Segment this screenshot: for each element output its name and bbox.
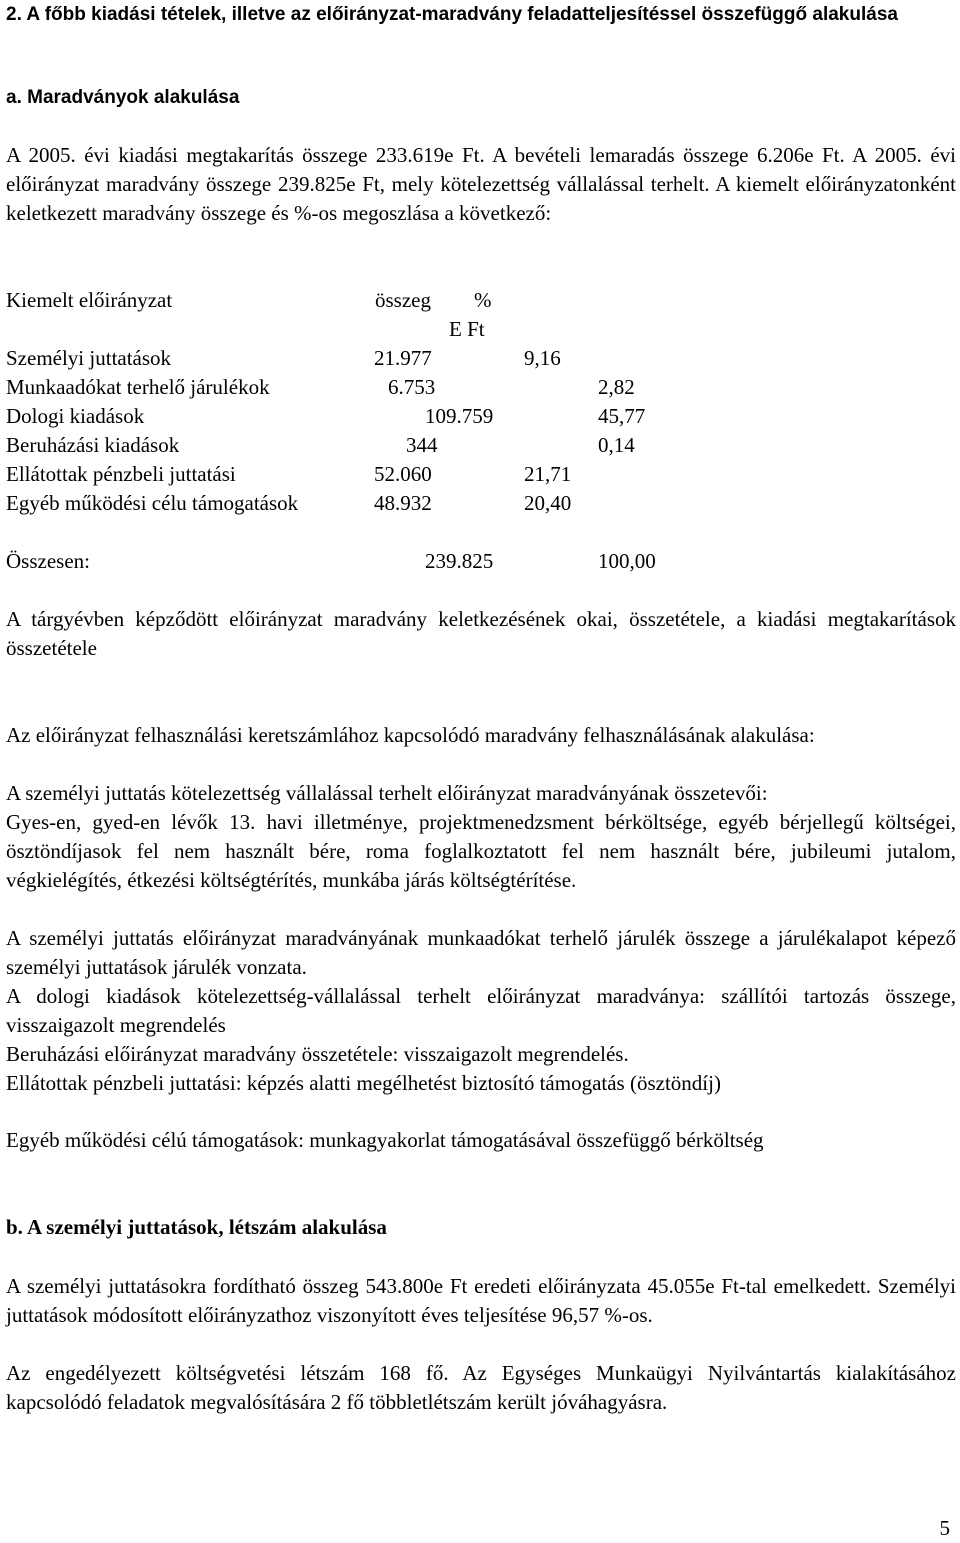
- table-row: [6, 402, 706, 431]
- paragraph-material: A dologi kiadások kötelezettség-vállalással terhelt előirányzat maradványa: szállítói tartozás összege, visszaigazolt megrendelés: [6, 984, 956, 1037]
- table-header-unit: E Ft: [449, 317, 485, 341]
- section-heading-main: 2. A főbb kiadási tételek, illetve az előirányzat-maradvány feladatteljesítéssel összefüggő alakulása: [6, 4, 898, 25]
- table-header-label: Kiemelt előirányzat: [6, 288, 173, 312]
- row-label: Személyi juttatások: [6, 346, 172, 370]
- paragraph-personal-budget: A személyi juttatásokra fordítható összeg 543.800e Ft eredeti előirányzata 45.055e Ft-tal emelkedett. Személyi juttatások módosított előirányzathoz viszonyított éves teljesítése 96,57 %-os.: [6, 1274, 956, 1327]
- table-row: [6, 344, 706, 373]
- paragraph-benefits: Ellátottak pénzbeli juttatási: képzés alatti megélhetést biztosító támogatás (ösztöndíj): [6, 1071, 721, 1095]
- document-page: [6, 0, 956, 1540]
- table-total-row: [6, 547, 706, 576]
- row-percent: 2,82: [598, 375, 635, 399]
- table-row: [6, 460, 706, 489]
- table-unit-row: [6, 315, 706, 344]
- paragraph-other-support: Egyéb működési célú támogatások: munkagyakorlat támogatásával összefüggő bérköltség: [6, 1128, 764, 1152]
- table-header-percent: %: [474, 288, 492, 312]
- paragraph-headcount: Az engedélyezett költségvetési létszám 168 fő. Az Egységes Munkaügyi Nyilvántartás kialakításához kapcsolódó feladatok megvalósítására 2 fő többletlétszám került jóváhagyásra.: [6, 1361, 956, 1414]
- row-amount: 6.753: [388, 375, 436, 399]
- section-heading-a: a. Maradványok alakulása: [6, 87, 240, 108]
- paragraph-usage: Az előirányzat felhasználási keretszámlához kapcsolódó maradvány felhasználásának alakulása:: [6, 723, 815, 747]
- total-percent: 100,00: [598, 549, 656, 573]
- row-label: Beruházási kiadások: [6, 433, 180, 457]
- table-spacer: [6, 518, 706, 547]
- table-row: [6, 373, 706, 402]
- row-percent: 0,14: [598, 433, 635, 457]
- row-percent: 45,77: [598, 404, 646, 428]
- row-amount: 52.060: [374, 462, 432, 486]
- paragraph-investment: Beruházási előirányzat maradvány összetétele: visszaigazolt megrendelés.: [6, 1042, 629, 1066]
- section-heading-b: b. A személyi juttatások, létszám alakulása: [6, 1215, 387, 1239]
- row-amount: 21.977: [374, 346, 432, 370]
- row-label: Dologi kiadások: [6, 404, 145, 428]
- table-header-row: [6, 286, 706, 315]
- paragraph-personal-items: Gyes-en, gyed-en lévők 13. havi illetménye, projektmenedzsment bérköltsége, egyéb bérjellegű költségei, ösztöndíjasok fel nem használt bére, roma foglalkoztatott fel nem használt bére, jubileumi jutalom, végkielégítés, étkezési költségtérítés, munkába járás költségtérítése.: [6, 810, 956, 892]
- page-number: 5: [939, 1516, 950, 1540]
- row-percent: 21,71: [524, 462, 572, 486]
- row-label: Munkaadókat terhelő járulékok: [6, 375, 270, 399]
- paragraph-causes: A tárgyévben képződött előirányzat maradvány keletkezésének okai, összetétele, a kiadási megtakarítások összetétele: [6, 607, 956, 660]
- paragraph-intro: A 2005. évi kiadási megtakarítás összege 233.619e Ft. A bevételi lemaradás összege 6.206e Ft. A 2005. évi előirányzat maradvány összege 239.825e Ft, mely kötelezettség vállalással terhelt. A kiemelt előirányzatonként keletkezett maradvány összege és %-os megoszlása a következő:: [6, 143, 956, 225]
- paragraph-contributions: A személyi juttatás előirányzat maradványának munkaadókat terhelő járulék összege a járulékalapot képező személyi juttatások járulék vonzata.: [6, 926, 956, 979]
- row-amount: 48.932: [374, 491, 432, 515]
- remainder-table: [6, 286, 706, 576]
- row-amount: 344: [406, 433, 438, 457]
- table-row: [6, 431, 706, 460]
- row-label: Ellátottak pénzbeli juttatási: [6, 462, 236, 486]
- row-percent: 9,16: [524, 346, 561, 370]
- row-amount: 109.759: [425, 404, 494, 428]
- paragraph-personal-components: A személyi juttatás kötelezettség vállalással terhelt előirányzat maradványának összetevői:: [6, 781, 768, 805]
- row-label: Egyéb működési célu támogatások: [6, 491, 299, 515]
- row-percent: 20,40: [524, 491, 572, 515]
- table-row: [6, 489, 706, 518]
- total-label: Összesen:: [6, 549, 90, 573]
- table-header-amount: összeg: [375, 288, 431, 312]
- total-amount: 239.825: [425, 549, 494, 573]
